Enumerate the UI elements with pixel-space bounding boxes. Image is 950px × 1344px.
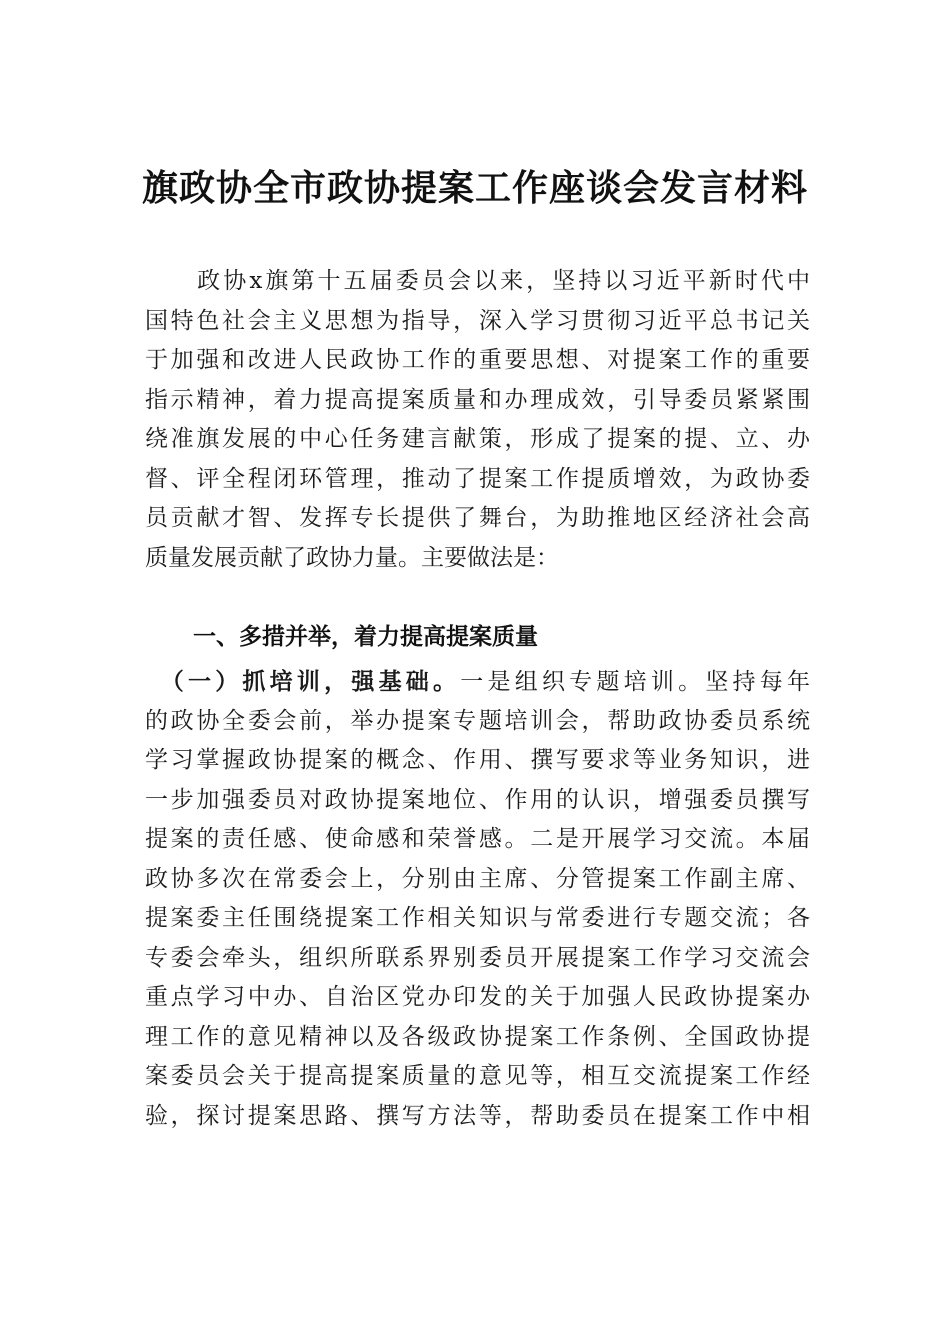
intro-line: 政协x旗第十五届委员会以来，坚持以习近平新时代中 [145,268,810,294]
subsection-line: 提案的责任感、使命感和荣誉感。二是开展学习交流。本届 [145,826,810,852]
subsection-line: 理工作的意见精神以及各级政协提案工作条例、全国政协提 [145,1023,810,1050]
subsection-line: 案委员会关于提高提案质量的意见等，相互交流提案工作经 [145,1063,810,1089]
intro-line: 督、评全程闭环管理，推动了提案工作提质增效，为政协委 [145,465,810,492]
intro-line: 绕准旗发展的中心任务建言献策，形成了提案的提、立、办 [145,426,810,452]
subsection-lead: （一）抓培训，强基础。 [172,668,461,695]
intro-line: 质量发展贡献了政协力量。主要做法是： [145,544,559,571]
subsection-line: 政协多次在常委会上，分别由主席、分管提案工作副主席、 [145,865,810,892]
intro-line: 员贡献才智、发挥专长提供了舞台，为助推地区经济社会高 [145,505,810,531]
subsection-line: 一步加强委员对政协提案地位、作用的认识，增强委员撰写 [145,786,810,813]
document-title: 旗政协全市政协提案工作座谈会发言材料 [141,167,808,209]
intro-line: 指示精神，着力提高提案质量和办理成效，引导委员紧紧围 [145,386,810,413]
subsection-paragraph [145,662,810,1136]
subsection-line: 专委会牵头，组织所联系界别委员开展提案工作学习交流会 [145,944,810,971]
intro-paragraph [145,262,810,578]
subsection-first-line-rest: 一是组织专题培训。坚持每年 [460,669,810,695]
subsection-line: 提案委主任围绕提案工作相关知识与常委进行专题交流；各 [145,905,810,931]
subsection-first-line [145,662,810,702]
subsection-line: 的政协全委会前，举办提案专题培训会，帮助政协委员系统 [145,707,810,734]
section-heading: 一、多措并举，着力提高提案质量 [193,624,538,650]
intro-line: 于加强和改进人民政协工作的重要思想、对提案工作的重要 [145,347,810,373]
subsection-line: 学习掌握政协提案的概念、作用、撰写要求等业务知识，进 [145,747,810,773]
subsection-line: 重点学习中办、自治区党办印发的关于加强人民政协提案办 [145,984,810,1010]
intro-line: 国特色社会主义思想为指导，深入学习贯彻习近平总书记关 [145,307,810,334]
subsection-line: 验，探讨提案思路、撰写方法等，帮助委员在提案工作中相 [145,1102,810,1129]
